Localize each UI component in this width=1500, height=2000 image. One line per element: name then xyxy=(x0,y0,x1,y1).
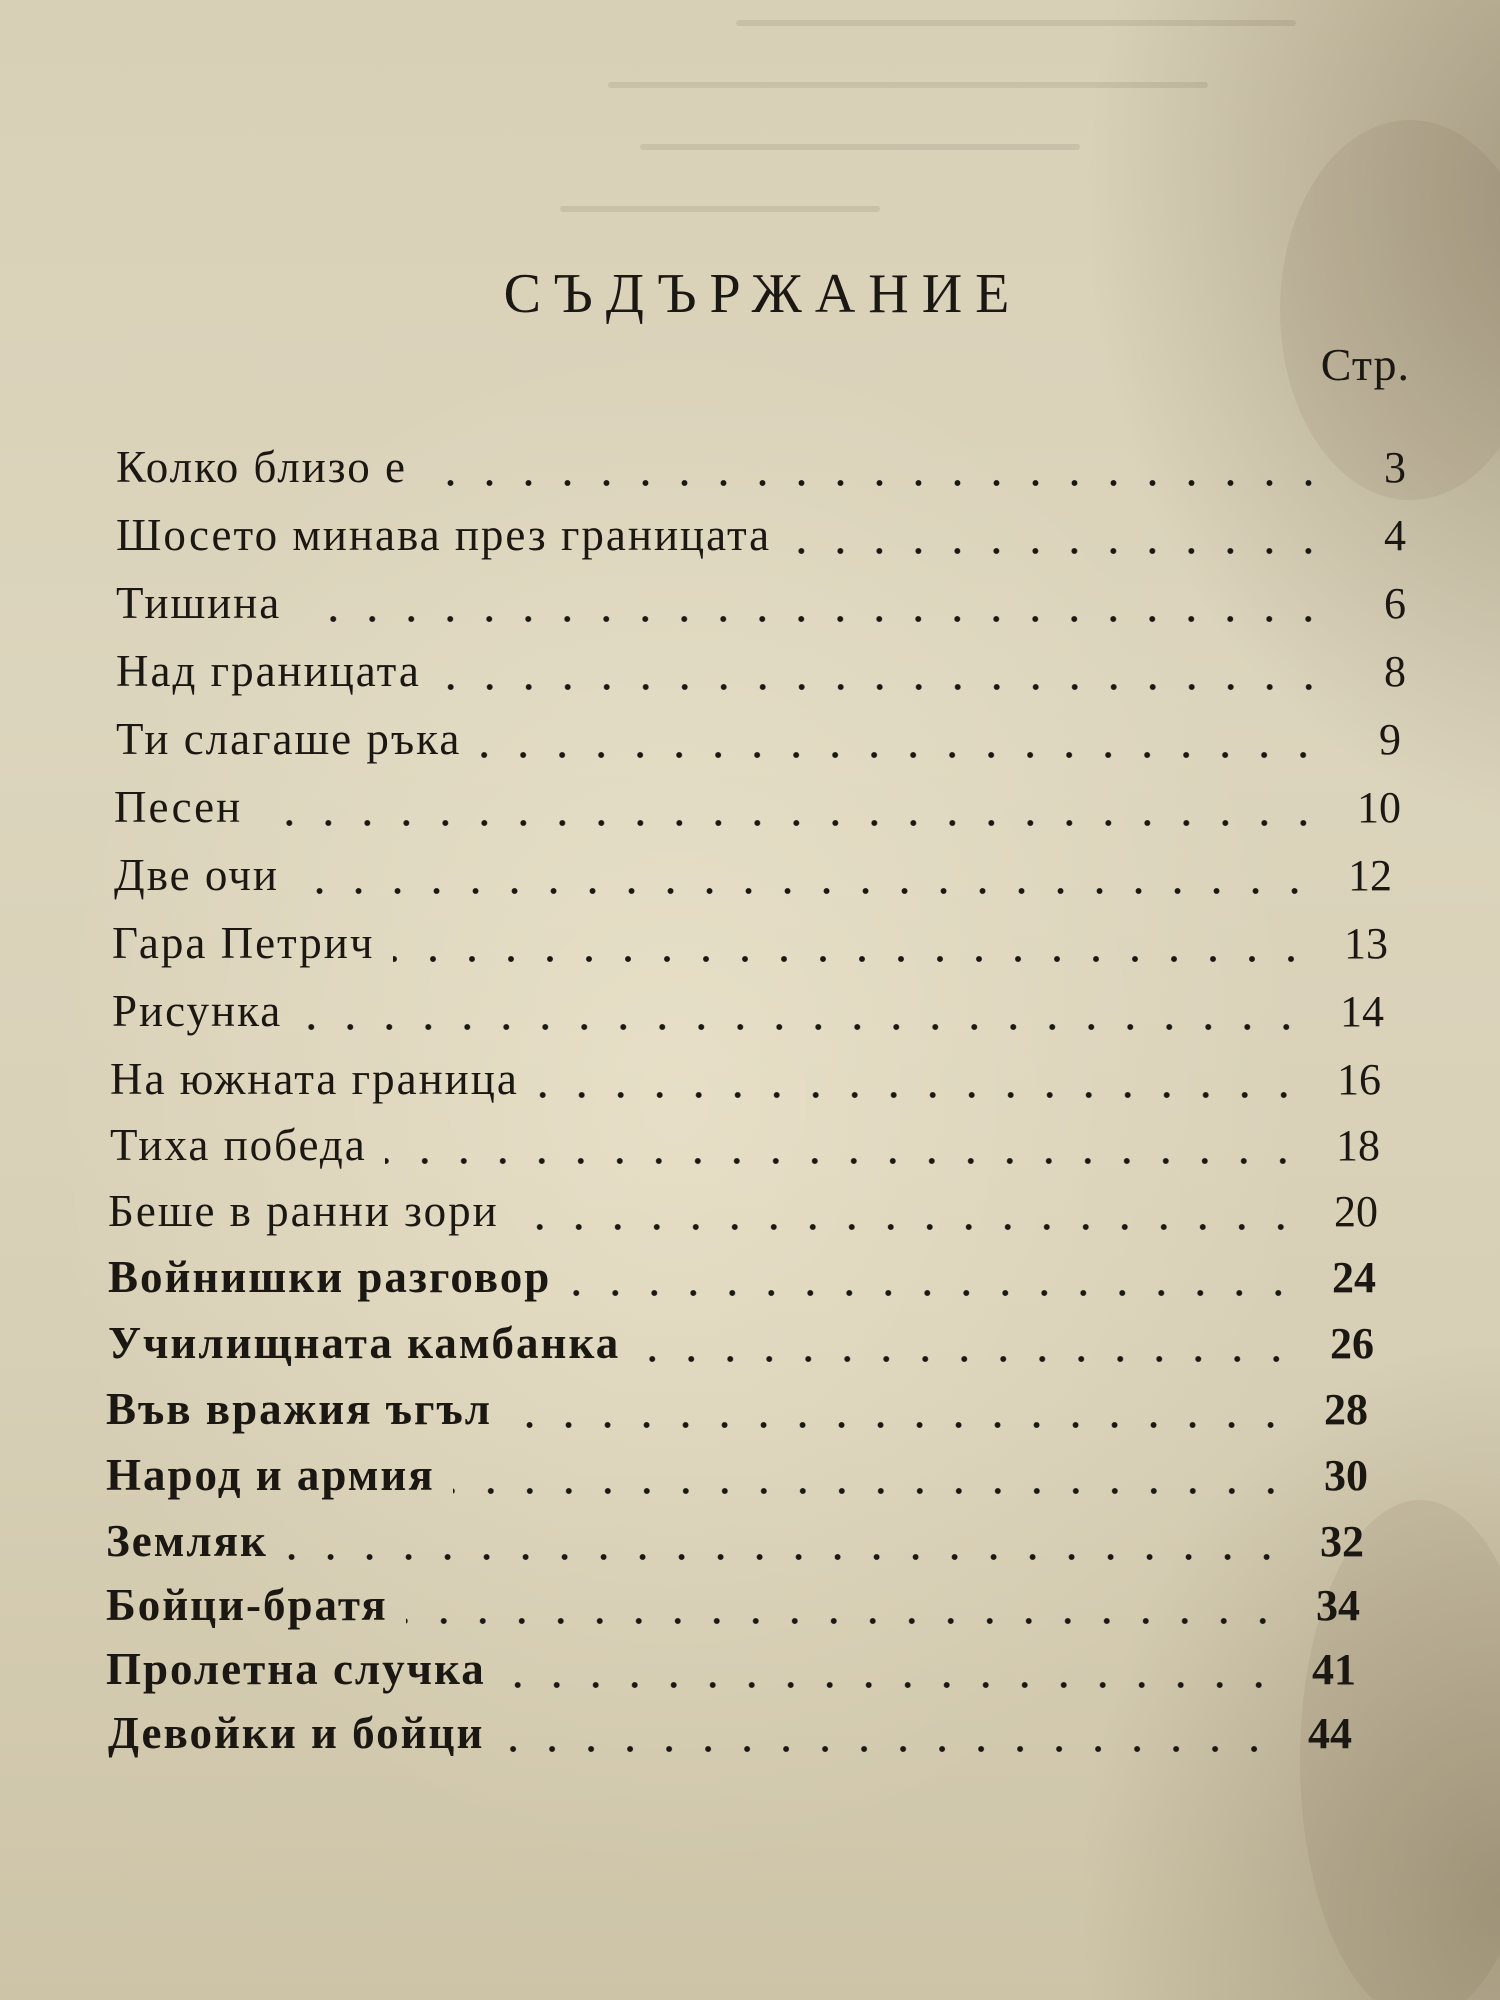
dot-leader xyxy=(439,684,1328,690)
toc-entry xyxy=(108,1690,1352,1756)
dot-leader xyxy=(537,1092,1303,1098)
toc-entry-title: Рисунка xyxy=(112,986,283,1036)
dot-leader xyxy=(453,1488,1290,1494)
toc-entry-page: 18 xyxy=(1336,1121,1380,1170)
page-title: СЪДЪРЖАНИЕ xyxy=(503,263,1023,325)
dot-leader xyxy=(260,820,1323,826)
toc-entry-page: 6 xyxy=(1384,579,1406,628)
toc-entry-page: 26 xyxy=(1330,1319,1374,1368)
toc-entry xyxy=(108,1300,1374,1366)
dot-leader xyxy=(638,1356,1296,1362)
toc-entry xyxy=(110,1102,1380,1168)
toc-entry-page: 12 xyxy=(1348,851,1392,900)
toc-entry-title: Тишина xyxy=(116,578,282,628)
dot-leader xyxy=(504,1682,1278,1688)
toc-entry xyxy=(112,968,1384,1034)
toc-entry-page: 13 xyxy=(1344,919,1388,968)
toc-entry-title: Училищната камбанка xyxy=(108,1318,621,1368)
toc-entry-page: 30 xyxy=(1324,1451,1368,1500)
toc-entry-page: 34 xyxy=(1316,1581,1360,1630)
dot-leader xyxy=(393,956,1311,962)
toc-entry-page: 14 xyxy=(1340,987,1384,1036)
toc-entry-page: 28 xyxy=(1324,1385,1368,1434)
toc-entry xyxy=(116,424,1406,490)
toc-entry-title: Тиха победа xyxy=(110,1120,367,1170)
toc-entry-title: Колко близо е xyxy=(116,442,408,492)
toc-entry-title: Пролетна случка xyxy=(106,1644,486,1694)
toc-entry-title: Във вражия ъгъл xyxy=(106,1384,492,1434)
toc-entry-page: 20 xyxy=(1334,1187,1378,1236)
dot-leader xyxy=(286,1554,1286,1560)
toc-entry-page: 8 xyxy=(1384,647,1406,696)
toc-entry-title: Народ и армия xyxy=(106,1450,435,1500)
page-column-header: Стр. xyxy=(1320,339,1410,390)
toc-entry-page: 4 xyxy=(1384,511,1406,560)
toc-entry-title: Беше в ранни зори xyxy=(108,1186,499,1236)
dot-leader xyxy=(517,1224,1300,1230)
toc-entry xyxy=(116,560,1406,626)
toc-entry xyxy=(116,696,1401,762)
toc-entry xyxy=(116,628,1406,694)
toc-entry xyxy=(112,900,1388,966)
dot-leader xyxy=(479,752,1323,758)
toc-entry-title: Две очи xyxy=(114,850,279,900)
dot-leader xyxy=(297,888,1314,894)
toc-entry-page: 24 xyxy=(1332,1253,1376,1302)
toc-entry xyxy=(108,1168,1378,1234)
dot-leader xyxy=(425,480,1328,486)
toc-entry-page: 41 xyxy=(1312,1645,1356,1694)
dot-leader xyxy=(502,1746,1274,1752)
dot-leader xyxy=(406,1618,1282,1624)
dot-leader xyxy=(385,1158,1302,1164)
toc-entry-page: 3 xyxy=(1384,443,1406,492)
toc-entry xyxy=(116,492,1406,558)
toc-entry-title: На южната граница xyxy=(110,1054,519,1104)
toc-entry-title: Гара Петрич xyxy=(112,918,375,968)
toc-entry-title: Земляк xyxy=(106,1516,268,1566)
toc-entry-title: Шосето минава през границата xyxy=(116,510,772,560)
toc-entry xyxy=(106,1366,1368,1432)
toc-entry-page: 9 xyxy=(1379,715,1401,764)
toc-entry-title: Бойци-братя xyxy=(106,1580,388,1630)
toc-entry-title: Ти слагаше ръка xyxy=(116,714,462,764)
dot-leader xyxy=(299,616,1328,622)
toc-entry-title: Войнишки разговор xyxy=(108,1252,552,1302)
toc-entry xyxy=(114,764,1401,830)
toc-entry xyxy=(114,832,1392,898)
toc-entry-page: 10 xyxy=(1357,783,1401,832)
toc-entry xyxy=(108,1234,1376,1300)
dot-leader xyxy=(300,1024,1306,1030)
dot-leader xyxy=(510,1422,1290,1428)
toc-entry xyxy=(106,1432,1368,1498)
toc-entry xyxy=(110,1036,1381,1102)
dot-leader xyxy=(569,1290,1298,1296)
dot-leader xyxy=(789,548,1328,554)
toc-entry xyxy=(106,1498,1364,1564)
toc-entry-title: Над границата xyxy=(116,646,421,696)
toc-entry-page: 16 xyxy=(1337,1055,1381,1104)
toc-entry-title: Девойки и бойци xyxy=(108,1708,485,1758)
toc-entry xyxy=(106,1562,1360,1628)
toc-entry-page: 44 xyxy=(1308,1709,1352,1758)
toc-entry-title: Песен xyxy=(114,782,243,832)
toc-entry-page: 32 xyxy=(1320,1517,1364,1566)
toc-entry xyxy=(106,1626,1356,1692)
